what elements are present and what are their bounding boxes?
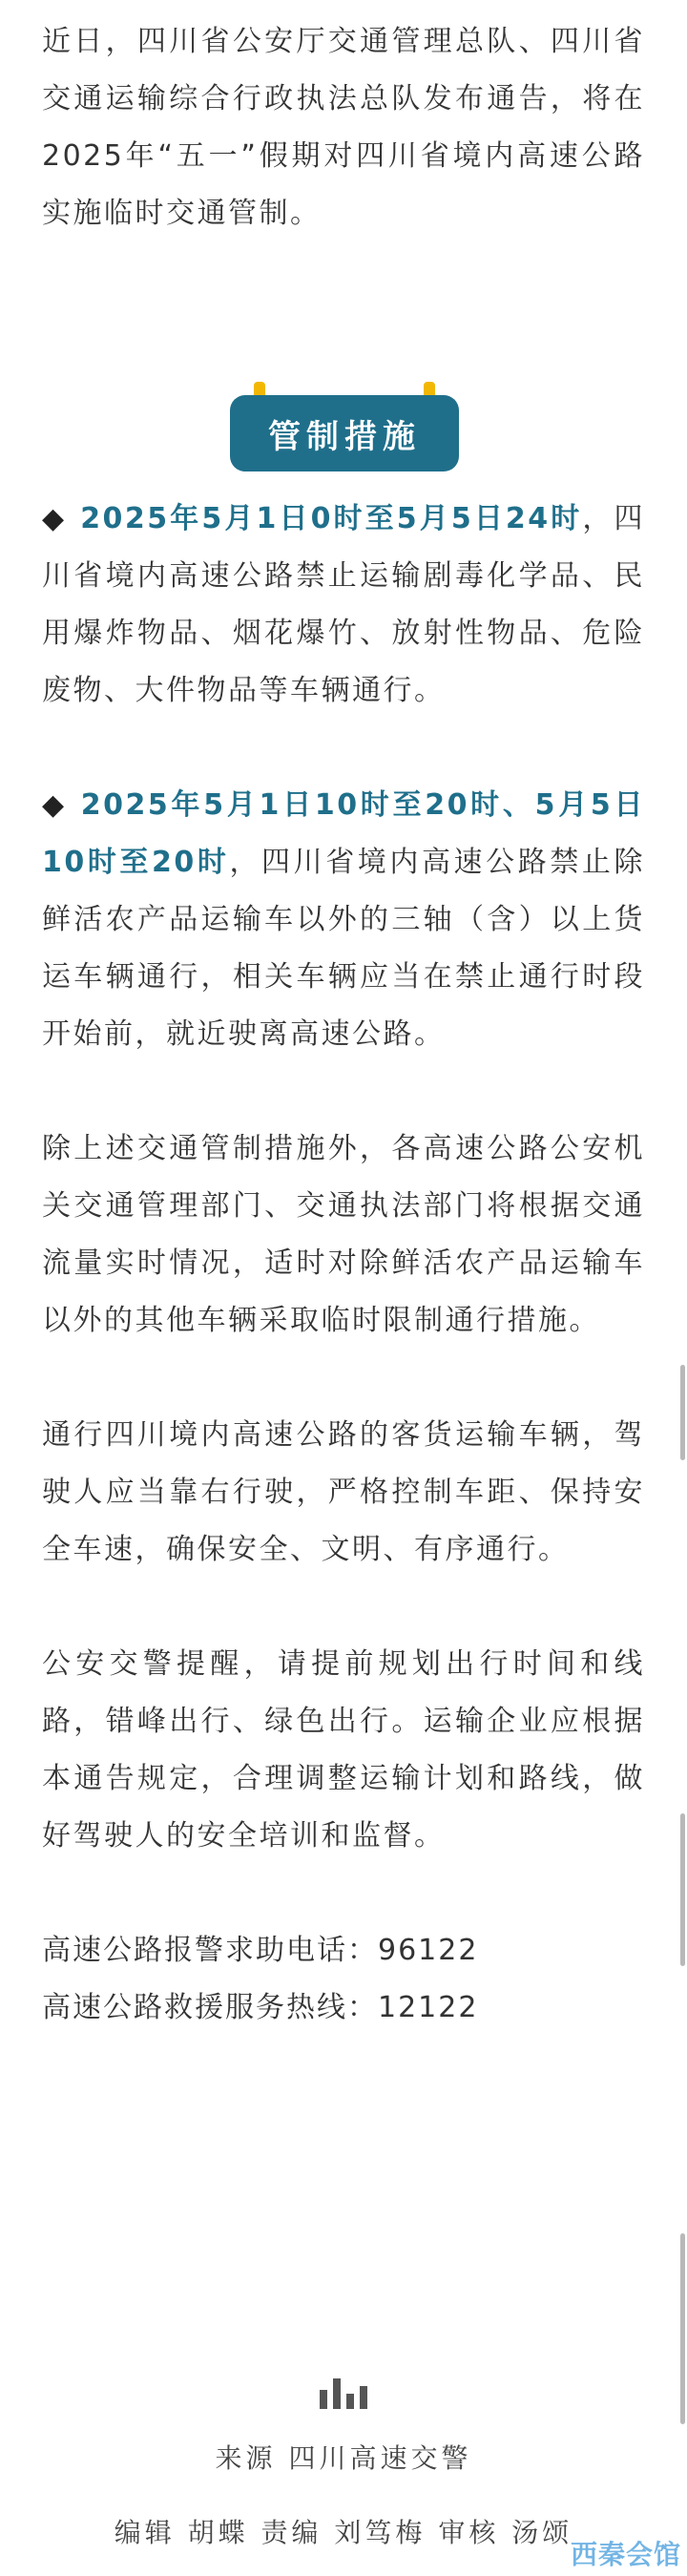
- alarm-hotline: 高速公路报警求助电话：96122: [42, 1934, 479, 1967]
- measure-2-text: ，四川省境内高速公路禁止除鲜活农产品运输车以外的三轴（含）以上货运车辆通行，相关车辆应当在禁止通行时段开始前，就近驶离高速公路。: [42, 846, 645, 1051]
- section-heading: 管制措施: [230, 395, 459, 471]
- article-body: [42, 13, 645, 2037]
- rescue-hotline: 高速公路救援服务热线：12122: [42, 1991, 479, 2024]
- site-watermark: 西秦会馆: [570, 2539, 681, 2570]
- driving-advice-paragraph: 通行四川境内高速公路的客货运输车辆，驾驶人应当靠右行驶，严格控制车距、保持安全车速，确保安全、文明、有序通行。: [42, 1418, 645, 1566]
- measure-2-time: 2025年5月1日10时至20时、5月5日10时至20时: [42, 788, 645, 879]
- article-footer: [0, 2377, 687, 2550]
- editors-line: 编辑 胡蝶 责编 刘笃梅 审核 汤颂: [114, 2517, 573, 2548]
- hotlines: [42, 1922, 645, 2037]
- measure-1-paragraph: [42, 491, 645, 720]
- scrollbar-track-segment[interactable]: [680, 1813, 685, 1966]
- source-line: 来源 四川高速交警: [215, 2442, 472, 2474]
- scrollbar-track-segment-lower[interactable]: [680, 2233, 685, 2424]
- scrollbar-thumb[interactable]: [680, 1365, 685, 1460]
- intro-paragraph: 近日，四川省公安厅交通管理总队、四川省交通运输综合行政执法总队发布通告，将在2025年“五一”假期对四川省境内高速公路实施临时交通管制。: [42, 25, 645, 230]
- diamond-bullet-icon: ◆: [42, 502, 68, 535]
- additional-measures-paragraph: 除上述交通管制措施外，各高速公路公安机关交通管理部门、交通执法部门将根据交通流量实时情况，适时对除鲜活农产品运输车以外的其他车辆采取临时限制通行措施。: [42, 1132, 645, 1337]
- section-heading-block: [42, 300, 645, 491]
- measure-1-text: ，四川省境内高速公路禁止运输剧毒化学品、民用爆炸物品、烟花爆竹、放射性物品、危险废物、大件物品等车辆通行。: [42, 502, 645, 707]
- diamond-bullet-icon: ◆: [42, 788, 68, 822]
- audio-bars-icon: [0, 2377, 687, 2409]
- measure-1-time: 2025年5月1日0时至5月5日24时: [80, 502, 583, 535]
- police-reminder-paragraph: 公安交警提醒，请提前规划出行时间和线路，错峰出行、绿色出行。运输企业应根据本通告规定，合理调整运输计划和路线，做好驾驶人的安全培训和监督。: [42, 1647, 645, 1853]
- measure-2-paragraph: [42, 777, 645, 1063]
